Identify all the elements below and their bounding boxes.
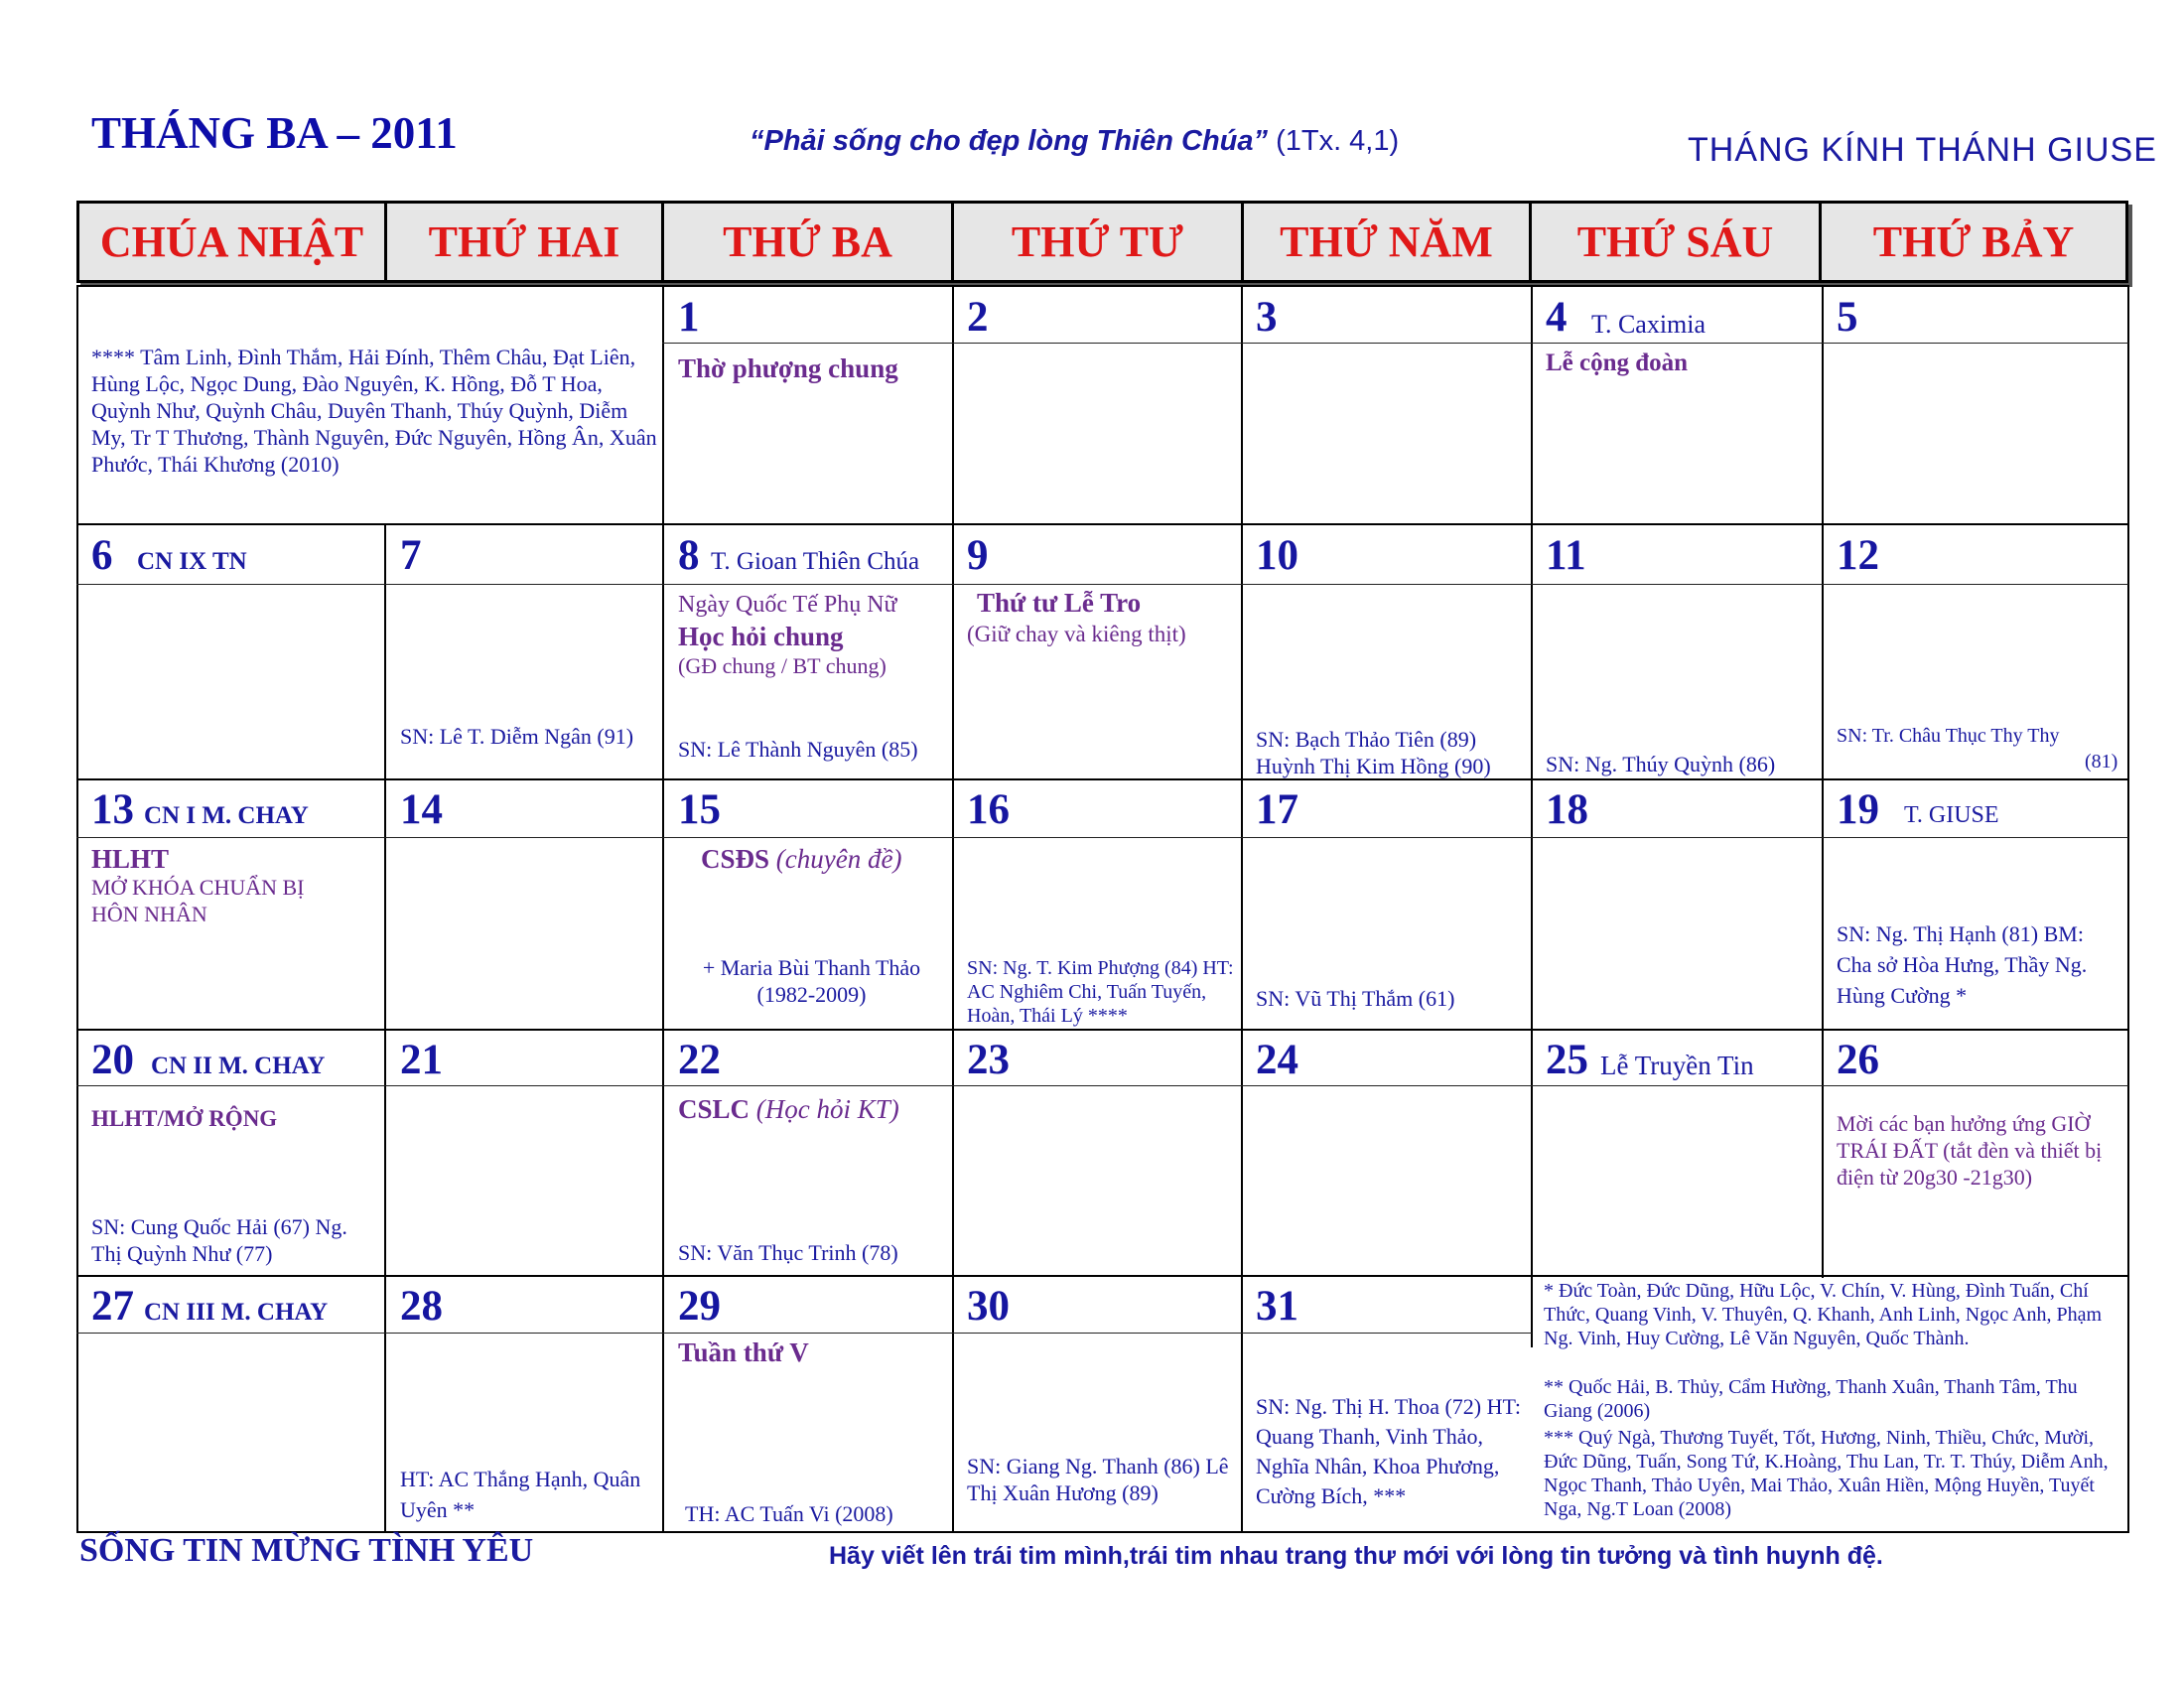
day-4-event: Lễ cộng đoàn xyxy=(1546,350,1689,376)
quote-text: “Phải sống cho đẹp lòng Thiên Chúa” xyxy=(750,125,1268,157)
day-20: 20 xyxy=(91,1037,134,1083)
day-29-event: Tuần thứ V xyxy=(678,1337,809,1367)
day-30: 30 xyxy=(967,1283,1010,1330)
day-22-event xyxy=(678,1094,899,1125)
day-17: 17 xyxy=(1256,786,1298,833)
weekday-wednesday: THỨ TƯ xyxy=(1011,217,1184,266)
day-13-liturgy: CN I M. CHAY xyxy=(144,802,309,829)
day-16: 16 xyxy=(967,786,1010,833)
day-15-event xyxy=(701,844,901,875)
day-12-note: SN: Tr. Châu Thục Thy Thy xyxy=(1837,725,2060,747)
day-22-event-name: CSLC xyxy=(678,1094,751,1124)
day-15: 15 xyxy=(678,786,721,833)
day-28-note: HT: AC Thắng Hạnh, Quân Uyên ** xyxy=(400,1467,641,1522)
weekday-tuesday: THỨ BA xyxy=(723,217,892,266)
day-20-liturgy: CN II M. CHAY xyxy=(151,1053,326,1079)
day-5: 5 xyxy=(1837,294,1858,341)
weekday-monday: THỨ HAI xyxy=(428,217,620,266)
day-19-note: SN: Ng. Thị Hạnh (81) BM: Cha sở Hòa Hưng, Thầy Ng. Hùng Cường * xyxy=(1837,921,2088,1008)
day-15-note: + Maria Bùi Thanh Thảo (1982-2009) xyxy=(702,955,921,1007)
weekday-header xyxy=(76,201,2128,283)
day-25-feast: Lễ Truyền Tin xyxy=(1600,1051,1754,1080)
day-31: 31 xyxy=(1256,1283,1298,1330)
day-22-note: SN: Văn Thục Trinh (78) xyxy=(678,1240,898,1265)
day-13-event: HLHT xyxy=(91,844,170,874)
page-quote xyxy=(750,125,1399,158)
day-15-event-name: CSĐS xyxy=(701,844,770,874)
day-7-note: SN: Lê T. Diễm Ngân (91) xyxy=(400,724,634,749)
day-18: 18 xyxy=(1546,786,1588,833)
day-1-event: Thờ phượng chung xyxy=(678,353,898,383)
day-20-event: HLHT/MỞ RỘNG xyxy=(91,1106,278,1131)
day-24: 24 xyxy=(1256,1037,1298,1083)
footer-message: Hãy viết lên trái tim mình,trái tim nhau trang thư mới với lòng tin tưởng và tình huynh đệ. xyxy=(829,1542,1883,1570)
day-26: 26 xyxy=(1837,1037,1879,1083)
day-9: 9 xyxy=(967,532,989,579)
day-29-note: TH: AC Tuấn Vi (2008) xyxy=(685,1501,893,1526)
day-15-event-detail: (chuyên đề) xyxy=(775,844,902,874)
day-12: 12 xyxy=(1837,532,1879,579)
day-14: 14 xyxy=(400,786,443,833)
day-10-note: SN: Bạch Thảo Tiên (89) Huỳnh Thị Kim Hồng (90) xyxy=(1256,727,1491,778)
weekday-friday: THỨ SÁU xyxy=(1576,217,1774,266)
day-13: 13 xyxy=(91,786,134,833)
day-31-note: SN: Ng. Thị H. Thoa (72) HT: Quang Thanh, Vinh Thảo, Nghĩa Nhân, Khoa Phương, Cường Bích, *** xyxy=(1256,1394,1521,1508)
day-9-line2: (Giữ chay và kiêng thịt) xyxy=(967,622,1186,646)
footnote-1: * Đức Toàn, Đức Dũng, Hữu Lộc, V. Chín, V. Hùng, Đình Tuấn, Chí Thức, Quang Vinh, V. Thuyên, Q. Khanh, Anh Linh, Ngọc Anh, Phạm Ng. Vinh, Huy Cường, Lê Văn Nguyên, Quốc Thành. xyxy=(1544,1280,2103,1349)
footnote-2: ** Quốc Hải, B. Thủy, Cẩm Hường, Thanh Xuân, Thanh Tâm, Thu Giang (2006) xyxy=(1544,1376,2078,1422)
day-12-note-year: (81) xyxy=(2085,751,2118,773)
day-4-feast: T. Caximia xyxy=(1591,310,1706,339)
day-4: 4 xyxy=(1546,294,1568,341)
day-3: 3 xyxy=(1256,294,1278,341)
day-23: 23 xyxy=(967,1037,1010,1083)
day-11-note: SN: Ng. Thúy Quỳnh (86) xyxy=(1546,752,1776,776)
day-11: 11 xyxy=(1546,532,1586,579)
month-dedication: THÁNG KÍNH THÁNH GIUSE xyxy=(1688,131,2157,169)
day-22-event-detail: (Học hỏi KT) xyxy=(755,1094,899,1124)
day-21: 21 xyxy=(400,1037,443,1083)
day-29: 29 xyxy=(678,1283,721,1330)
day-20-note: SN: Cung Quốc Hải (67) Ng. Thị Quỳnh Như (77) xyxy=(91,1214,347,1266)
day-8-note: SN: Lê Thành Nguyên (85) xyxy=(678,737,918,762)
day-2: 2 xyxy=(967,294,989,341)
day-30-note: SN: Giang Ng. Thanh (86) Lê Thị Xuân Hương (89) xyxy=(967,1454,1229,1505)
weekday-saturday: THỨ BẢY xyxy=(1872,217,2075,266)
day-6: 6 xyxy=(91,532,113,579)
week1-intro-note: **** Tâm Linh, Đình Thắm, Hải Đính, Thêm Châu, Đạt Liên, Hùng Lộc, Ngọc Dung, Đào Nguyên, K. Hồng, Đỗ T Hoa, Quỳnh Như, Quỳnh Châu, Duyên Thanh, Thúy Quỳnh, Diễm My, Tr T Thương, Thành Nguyên, Đức Nguyên, Hồng Ân, Xuân Phước, Thái Khương (2010) xyxy=(91,345,657,477)
day-9-event: Thứ tư Lễ Tro xyxy=(977,588,1142,618)
day-10: 10 xyxy=(1256,532,1298,579)
day-13-line2: MỞ KHÓA CHUẨN BỊ HÔN NHÂN xyxy=(91,875,305,926)
day-27: 27 xyxy=(91,1283,134,1330)
footer-motto: SỐNG TIN MỪNG TÌNH YÊU xyxy=(79,1532,534,1569)
page-title: THÁNG BA – 2011 xyxy=(91,108,458,158)
footnote-3: *** Quý Ngà, Thương Tuyết, Tốt, Hương, Ninh, Thiều, Chức, Mười, Đức Dũng, Tuấn, Song Tứ, K.Hoàng, Thu Lan, Tr. T. Thúy, Diễm Anh, Ngọc Thanh, Thảo Uyên, Mai Thảo, Xuân Hiền, Mộng Huyền, Tuyết Nga, Ng.T Loan (2008) xyxy=(1544,1427,2109,1520)
day-26-note: Mời các bạn hưởng ứng GIỜ TRÁI ĐẤT (tắt đèn và thiết bị điện từ 20g30 -21g30) xyxy=(1837,1111,2103,1190)
day-27-liturgy: CN III M. CHAY xyxy=(144,1299,329,1326)
day-7: 7 xyxy=(400,532,422,579)
day-8-line3: (GĐ chung / BT chung) xyxy=(678,653,887,678)
day-8-line1: Ngày Quốc Tế Phụ Nữ xyxy=(678,592,897,618)
day-6-liturgy: CN IX TN xyxy=(137,548,247,575)
day-8-event: Học hỏi chung xyxy=(678,622,844,651)
weekday-sunday: CHÚA NHẬT xyxy=(99,217,364,266)
day-17-note: SN: Vũ Thị Thắm (61) xyxy=(1256,986,1455,1011)
day-16-note: SN: Ng. T. Kim Phượng (84) HT: AC Nghiêm Chi, Tuấn Tuyến, Hoàn, Thái Lý **** xyxy=(967,957,1234,1027)
day-28: 28 xyxy=(400,1283,443,1330)
day-8: 8 xyxy=(678,532,700,579)
day-19-feast: T. GIUSE xyxy=(1904,802,1999,828)
day-1: 1 xyxy=(678,294,700,341)
day-19: 19 xyxy=(1837,786,1879,833)
day-25: 25 xyxy=(1546,1037,1588,1083)
day-22: 22 xyxy=(678,1037,721,1083)
quote-ref: (1Tx. 4,1) xyxy=(1276,125,1400,157)
day-8-feast: T. Gioan Thiên Chúa xyxy=(711,548,920,575)
weekday-thursday: THỨ NĂM xyxy=(1280,217,1493,266)
